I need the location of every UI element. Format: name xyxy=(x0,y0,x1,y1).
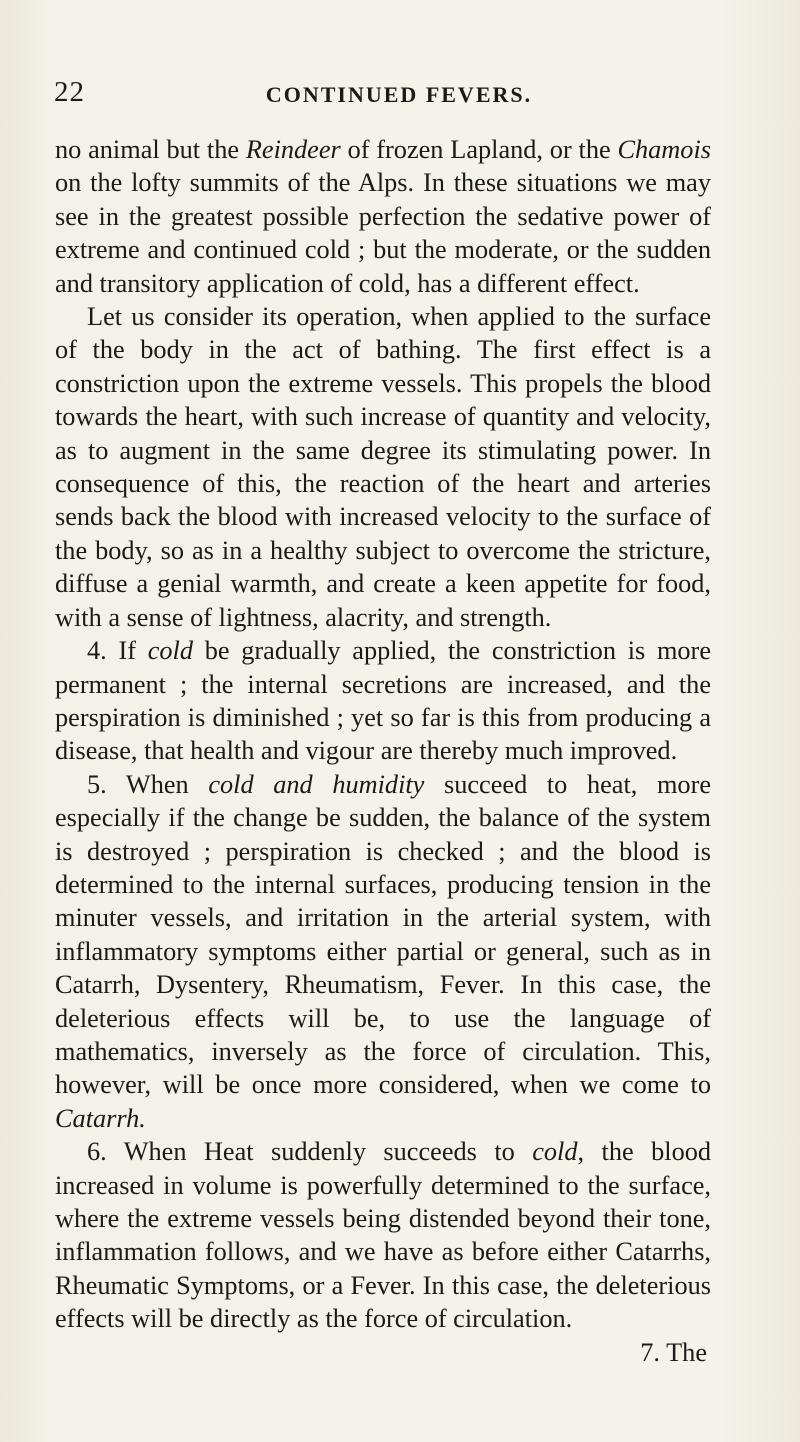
page-number: 22 xyxy=(54,76,85,108)
paragraph xyxy=(55,634,711,768)
text-run: of frozen Lapland, or the xyxy=(340,135,618,164)
catchword-line xyxy=(55,1336,711,1369)
italic-text: cold and humidity xyxy=(208,769,425,799)
italic-text: Reindeer xyxy=(245,135,341,164)
paragraph xyxy=(55,133,711,300)
page-header xyxy=(54,76,744,112)
catchword: 7. The xyxy=(640,1338,707,1367)
running-title: CONTINUED FEVERS. xyxy=(265,82,533,107)
text-run: 6. When Heat suddenly succeeds to xyxy=(87,1137,533,1167)
text-run: succeed to heat, more especially if the change be sudden, the balance of the system is destroyed ; perspiration is checked ; and the blood is determined to the internal surfaces, producing tension in the minuter vessels, and irritation in the arterial system, with inflammatory symptoms either partial or general, such as in Catarrh, Dysentery, Rheumatism, Fever. In this case, the deleterious effects will be, to use the language of mathematics, inversely as the force of circulation. This, however, will be once more considered, when we come to xyxy=(55,769,711,1100)
paragraph xyxy=(55,1135,711,1335)
text-run: no animal but the xyxy=(55,135,246,164)
body-text xyxy=(55,133,711,1336)
paragraph xyxy=(55,300,711,634)
italic-text: cold xyxy=(532,1137,578,1167)
text-run: be gradually applied, the constriction is more permanent ; the internal secretions are increased, and the perspiration is diminished ; yet so far is this from producing a disease, that health and vigour are thereby much improved. xyxy=(55,636,711,766)
text-run: Let us consider its operation, when applied to the surface of the body in the act of bathing. The first effect is a constriction upon the extreme vessels. This propels the blood towards the heart, with such increase of quantity and velocity, as to augment in the same degree its stimulating power. In consequence of this, the reaction of the heart and arteries sends back the blood with increased velocity to the surface of the body, so as in a healthy subject to overcome the stricture, diffuse a genial warmth, and create a keen appetite for food, with a sense of lightness, alacrity, and strength. xyxy=(55,302,711,632)
text-run: , the blood increased in volume is powerfully determined to the surface, where the extreme vessels being distended beyond their tone, inflammation follows, and we have as before either Catarrhs, Rheumatic Symptoms, or a Fever. In this case, the deleterious effects will be directly as the force of circulation. xyxy=(55,1137,712,1334)
text-run: 4. If xyxy=(87,636,148,666)
italic-text: Catarrh. xyxy=(55,1103,146,1133)
italic-text: cold xyxy=(147,636,193,666)
paragraph xyxy=(55,768,711,1135)
italic-text: Chamois xyxy=(617,135,711,164)
text-run: 5. When xyxy=(87,769,209,799)
text-run: on the lofty summits of the Alps. In these situations we may see in the greatest possible perfection the sedative power of extreme and continued cold ; but the moderate, or the sudden and transitory application of cold, has a different effect. xyxy=(55,168,711,298)
